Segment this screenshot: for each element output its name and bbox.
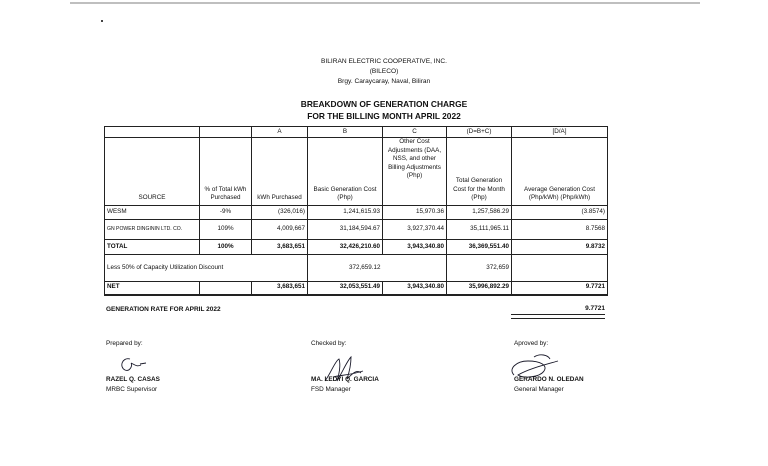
blank-cell <box>200 282 252 295</box>
col-letter-d: (D=B+C) <box>447 127 512 138</box>
column-header-row <box>105 138 608 206</box>
row-avg: 8.7568 <box>512 220 608 240</box>
row-basic: 1,241,615.93 <box>308 206 383 220</box>
header-source: SOURCE <box>105 138 200 206</box>
col-letter-b: B <box>308 127 383 138</box>
total-pct: 100% <box>200 240 252 255</box>
approved-by-label: Aproved by: <box>514 340 549 347</box>
checked-by-label: Checked by: <box>311 340 347 347</box>
header-kwh: kWh Purchased <box>252 138 308 206</box>
total-basic: 32,426,210.60 <box>308 240 383 255</box>
header-total-cost: Total Generation Cost for the Month (Php) <box>447 138 512 206</box>
double-underline <box>511 318 605 319</box>
total-other: 3,943,340.80 <box>383 240 447 255</box>
total-row <box>105 240 608 255</box>
title-line-2: FOR THE BILLING MONTH APRIL 2022 <box>307 110 461 121</box>
scan-top-edge <box>70 2 700 4</box>
row-pct: -9% <box>200 206 252 220</box>
org-address: Brgy. Caraycaray, Naval, Biliran <box>337 78 431 85</box>
total-total: 36,369,551.40 <box>447 240 512 255</box>
header-pct: % of Total kWh Purchased <box>200 138 252 206</box>
blank-cell <box>200 127 252 138</box>
col-letter-avg: [D/A] <box>512 127 608 138</box>
organization-header <box>0 57 768 87</box>
checked-by-position: FSD Manager <box>311 386 351 393</box>
header-other-adjustments: Other Cost Adjustments (DAA, NSS, and other Billing Adjustments (Php) <box>383 138 447 206</box>
generation-rate-value: 9.7721 <box>511 305 605 315</box>
row-other: 3,927,370.44 <box>383 220 447 240</box>
approved-by-name: GERARDO N. OLEDAN <box>514 376 584 383</box>
prepared-by-position: MRBC Supervisor <box>106 386 158 393</box>
table-row <box>105 220 608 240</box>
total-kwh: 3,683,651 <box>252 240 308 255</box>
header-basic-cost: Basic Generation Cost (Php) <box>308 138 383 206</box>
checked-by-name: MA. LEDYI Q. GARCIA <box>311 376 379 383</box>
net-total: 35,996,892.29 <box>447 282 512 295</box>
org-name: BILIRAN ELECTRIC COOPERATIVE, INC. <box>321 58 447 65</box>
signature-casas <box>116 353 156 377</box>
row-source: WESM <box>105 206 200 220</box>
net-other: 3,943,340.80 <box>383 282 447 295</box>
row-total: 35,111,965.11 <box>447 220 512 240</box>
discount-row <box>105 255 608 282</box>
column-letter-row <box>105 127 608 138</box>
row-avg: (3.8574) <box>512 206 608 220</box>
generation-rate-label: GENERATION RATE FOR APRIL 2022 <box>106 306 221 313</box>
generation-charge-table <box>104 126 608 296</box>
net-row <box>105 282 608 295</box>
row-pct: 109% <box>200 220 252 240</box>
prepared-by-name: RAZEL Q. CASAS <box>106 376 160 383</box>
net-kwh: 3,683,651 <box>252 282 308 295</box>
blank-cell <box>383 255 447 282</box>
title-line-1: BREAKDOWN OF GENERATION CHARGE <box>300 99 468 109</box>
checked-by-block <box>311 339 471 399</box>
total-label: TOTAL <box>105 240 200 255</box>
row-total: 1,257,586.29 <box>447 206 512 220</box>
prepared-by-label: Prepared by: <box>106 340 143 347</box>
approved-by-position: General Manager <box>514 386 564 393</box>
approved-by-block <box>514 339 684 399</box>
row-source: GN POWER DINGININ LTD. CO. <box>105 220 200 240</box>
net-label: NET <box>105 282 200 295</box>
discount-basic: 372,659.12 <box>308 255 383 282</box>
discount-label: Less 50% of Capacity Utilization Discount <box>105 255 308 282</box>
col-letter-a: A <box>252 127 308 138</box>
header-average-cost: Average Generation Cost (Php/kWh) (Php/kWh) <box>512 138 608 206</box>
blank-cell <box>512 255 608 282</box>
row-kwh: (326,016) <box>252 206 308 220</box>
document-title <box>0 99 768 122</box>
row-other: 15,970.36 <box>383 206 447 220</box>
blank-cell <box>105 127 200 138</box>
discount-total: 372,659 <box>447 255 512 282</box>
table-row <box>105 206 608 220</box>
prepared-by-block <box>106 339 256 399</box>
net-avg: 9.7721 <box>512 282 608 295</box>
row-basic: 31,184,594.67 <box>308 220 383 240</box>
net-basic: 32,053,551.49 <box>308 282 383 295</box>
org-abbreviation: (BILECO) <box>369 68 399 75</box>
scan-speck <box>101 20 103 22</box>
col-letter-c: C <box>383 127 447 138</box>
row-kwh: 4,009,667 <box>252 220 308 240</box>
total-avg: 9.8732 <box>512 240 608 255</box>
